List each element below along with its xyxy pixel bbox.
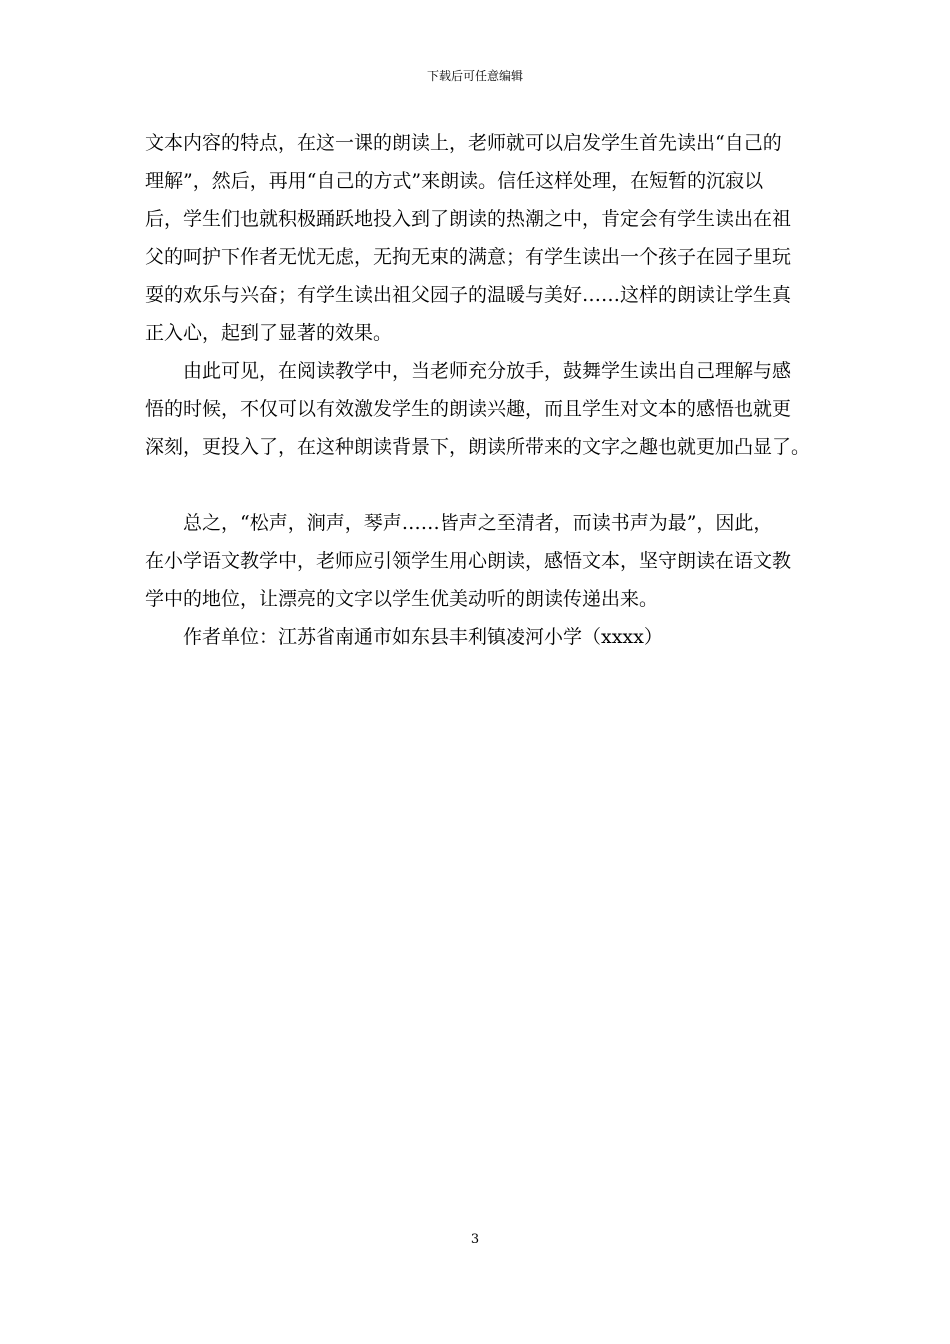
paragraph-3	[145, 504, 810, 618]
text-line: 耍的欢乐与兴奋；有学生读出祖父园子的温暖与美好……这样的朗读让学生真	[145, 284, 792, 306]
document-body	[145, 124, 810, 656]
page-header: 下载后可任意编辑	[426, 69, 523, 83]
text-line: 父的呵护下作者无忧无虑，无拘无束的满意；有学生读出一个孩子在园子里玩	[145, 246, 792, 268]
paragraph-4	[145, 618, 810, 656]
page-number: 3	[470, 1232, 480, 1247]
text-line: 总之，“松声，涧声，琴声……皆声之至清者，而读书声为最”，因此，	[183, 512, 773, 534]
author-affiliation: 作者单位：江苏省南通市如东县丰利镇凌河小学（xxxx）	[183, 626, 663, 648]
paragraph-1	[145, 124, 810, 352]
paragraph-spacer	[145, 466, 810, 504]
text-line: 学中的地位，让漂亮的文字以学生优美动听的朗读传递出来。	[145, 588, 659, 610]
paragraph-2	[145, 352, 810, 466]
text-line: 理解”，然后，再用“自己的方式”来朗读。信任这样处理，在短暂的沉寂以	[145, 170, 764, 192]
text-line: 在小学语文教学中，老师应引领学生用心朗读，感悟文本，坚守朗读在语文教	[145, 550, 792, 572]
text-line: 悟的时候，不仅可以有效激发学生的朗读兴趣，而且学生对文本的感悟也就更	[145, 398, 792, 420]
text-line: 深刻，更投入了，在这种朗读背景下，朗读所带来的文字之趣也就更加凸显了。	[145, 436, 811, 458]
text-line: 正入心，起到了显著的效果。	[145, 322, 393, 344]
text-line: 文本内容的特点，在这一课的朗读上，老师就可以启发学生首先读出“自己的	[145, 132, 782, 154]
text-line: 后，学生们也就积极踊跃地投入到了朗读的热潮之中，肯定会有学生读出在祖	[145, 208, 792, 230]
text-line: 由此可见，在阅读教学中，当老师充分放手，鼓舞学生读出自己理解与感	[183, 360, 792, 382]
